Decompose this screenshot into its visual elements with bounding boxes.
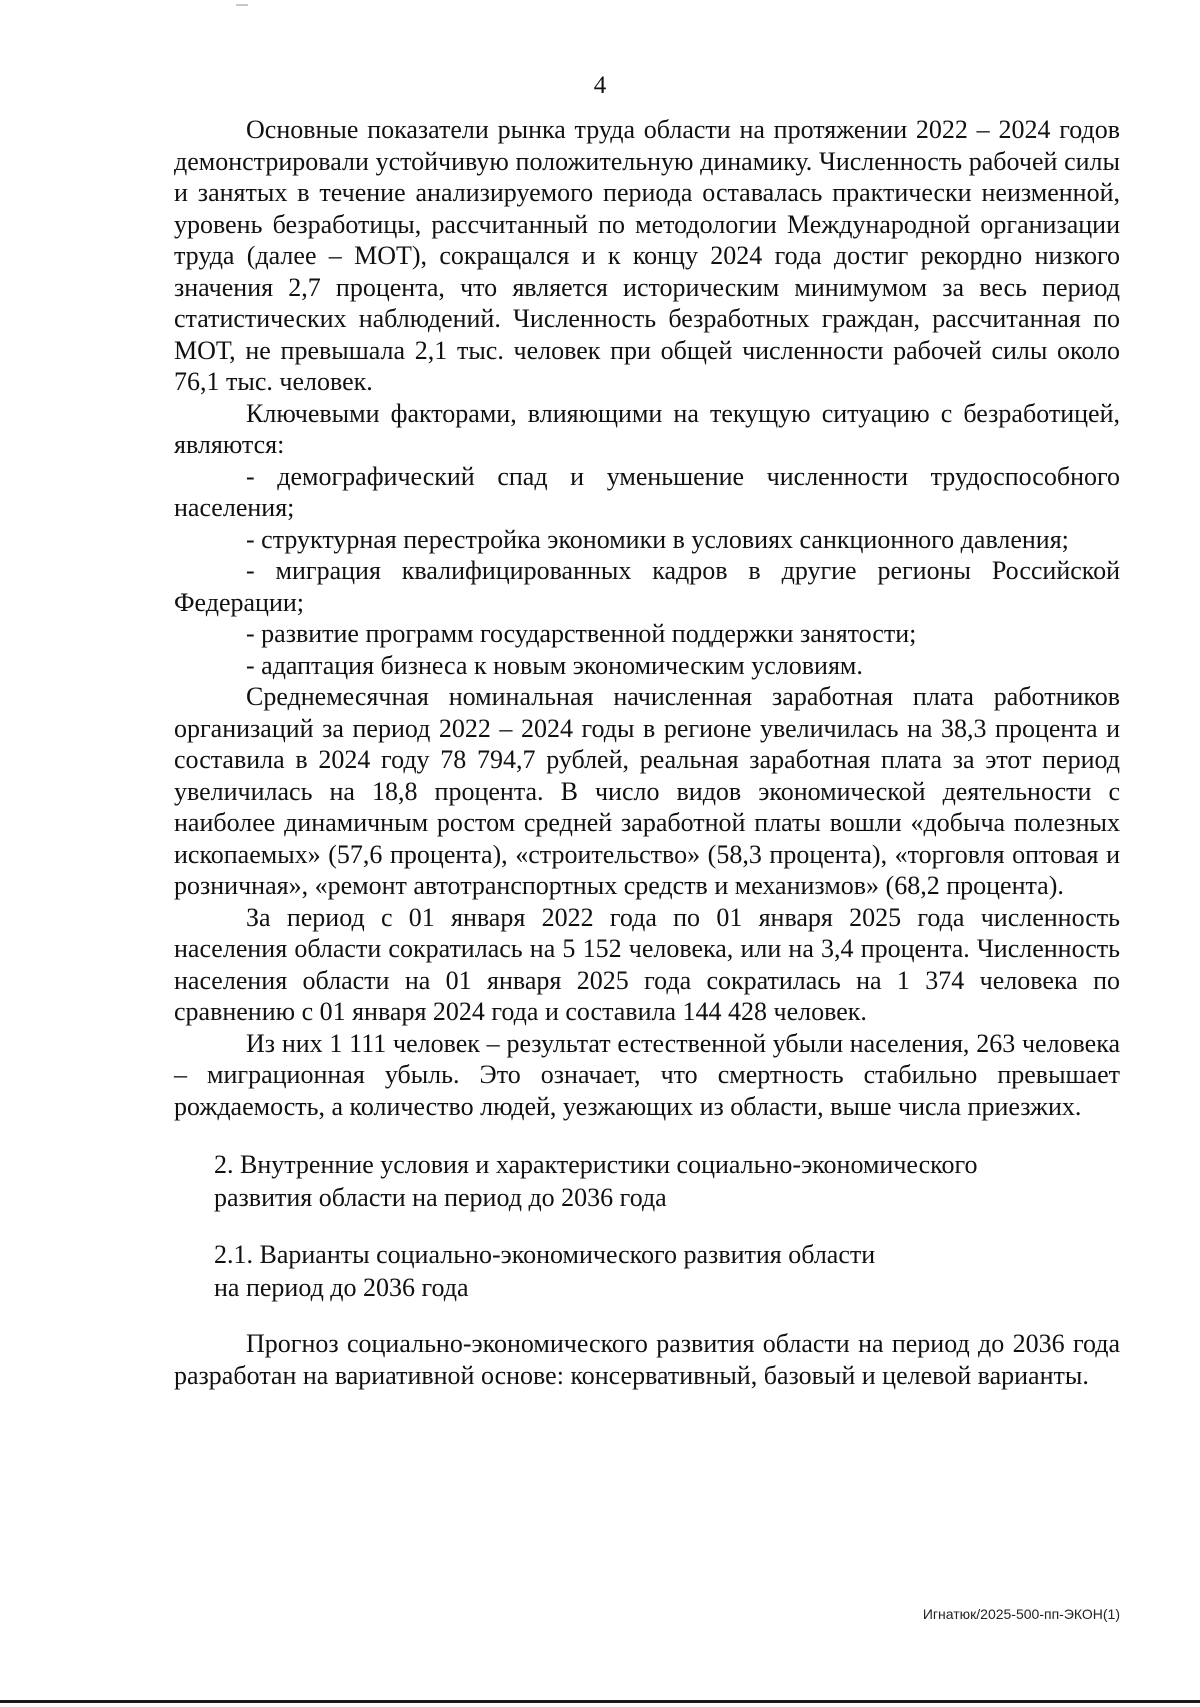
paragraph-labor-market: Основные показатели рынка труда области на протяжении 2022 – 2024 годов демонстрировали устойчивую положительную динамику. Численность рабочей силы и занятых в течение анализируемого периода оставалась практически неизменной, уровень безработицы, рассчитанный по методологии Международной организации труда (далее – МОТ), сокращался и к концу 2024 года достиг рекордно низкого значения 2,7 процента, что является историческим минимумом за весь период статистических наблюдений. Численность безработных граждан, рассчитанная по МОТ, не превышала 2,1 тыс. человек при общей численности рабочей силы около 76,1 тыс. человек. [174,115,1120,396]
paragraph-population-decline: Из них 1 111 человек – результат естественной убыли населения, 263 человека – миграционная убыль. Это означает, что смертность стабильно превышает рождаемость, а количество людей, уезжающих из области, выше числа приезжих. [174,1028,1120,1121]
paragraph-forecast: Прогноз социально-экономического развития области на период до 2036 года разработан на вариативной основе: консервативный, базовый и целевой варианты. [174,1329,1120,1390]
list-item-factor: - развитие программ государственной поддержки занятости; [246,619,917,648]
paragraph-wages: Среднемесячная номинальная начисленная заработная плата работников организаций за период 2022 – 2024 годы в регионе увеличилась на 38,3 процента и составила в 2024 году 78 794,7 рублей, реальная заработная плата за этот период увеличилась на 18,8 процента. В число видов экономической деятельности с наиболее динамичным ростом средней заработной платы вошли «добыча полезных ископаемых» (57,6 процента), «строительство» (58,3 процента), «торговля оптовая и розничная», «ремонт автотранспортных средств и механизмов» (68,2 процента). [174,682,1120,900]
section-heading [174,1148,1120,1214]
scan-mark [236,4,248,6]
section-heading-line-1: 2. Внутренние условия и характеристики социально-экономического [214,1150,978,1179]
list-item-factor: - демографический спад и уменьшение численности трудоспособного населения; [174,461,1120,522]
scan-edge [0,1700,1200,1703]
section-heading-line-2: развития области на период до 2036 года [214,1183,667,1212]
list-item-factor: - структурная перестройка экономики в условиях санкционного давления; [246,524,1069,554]
document-footer-code: Игнатюк/2025-500-пп-ЭКОН(1) [922,1606,1120,1622]
subsection-heading [174,1238,1120,1304]
list-item-factor: - миграция квалифицированных кадров в другие регионы Российской Федерации; [174,556,1120,617]
paragraph-key-factors: Ключевыми факторами, влияющими на текущую ситуацию с безработицей, являются: [174,398,1120,459]
subsection-heading-line-1: 2.1. Варианты социально-экономического развития области [214,1240,876,1269]
page-number: 4 [593,72,607,99]
list-item-factor: - адаптация бизнеса к новым экономическим условиям. [246,650,863,680]
subsection-heading-line-2: на период до 2036 года [214,1273,469,1302]
paragraph-population: За период с 01 января 2022 года по 01 января 2025 года численность населения области сократилась на 5 152 человека, или на 3,4 процента. Численность населения области на 01 января 2025 года сократилась на 1 374 человека по сравнению с 01 января 2024 года и составила 144 428 человек. [174,902,1120,1026]
document-body [174,114,1120,1391]
